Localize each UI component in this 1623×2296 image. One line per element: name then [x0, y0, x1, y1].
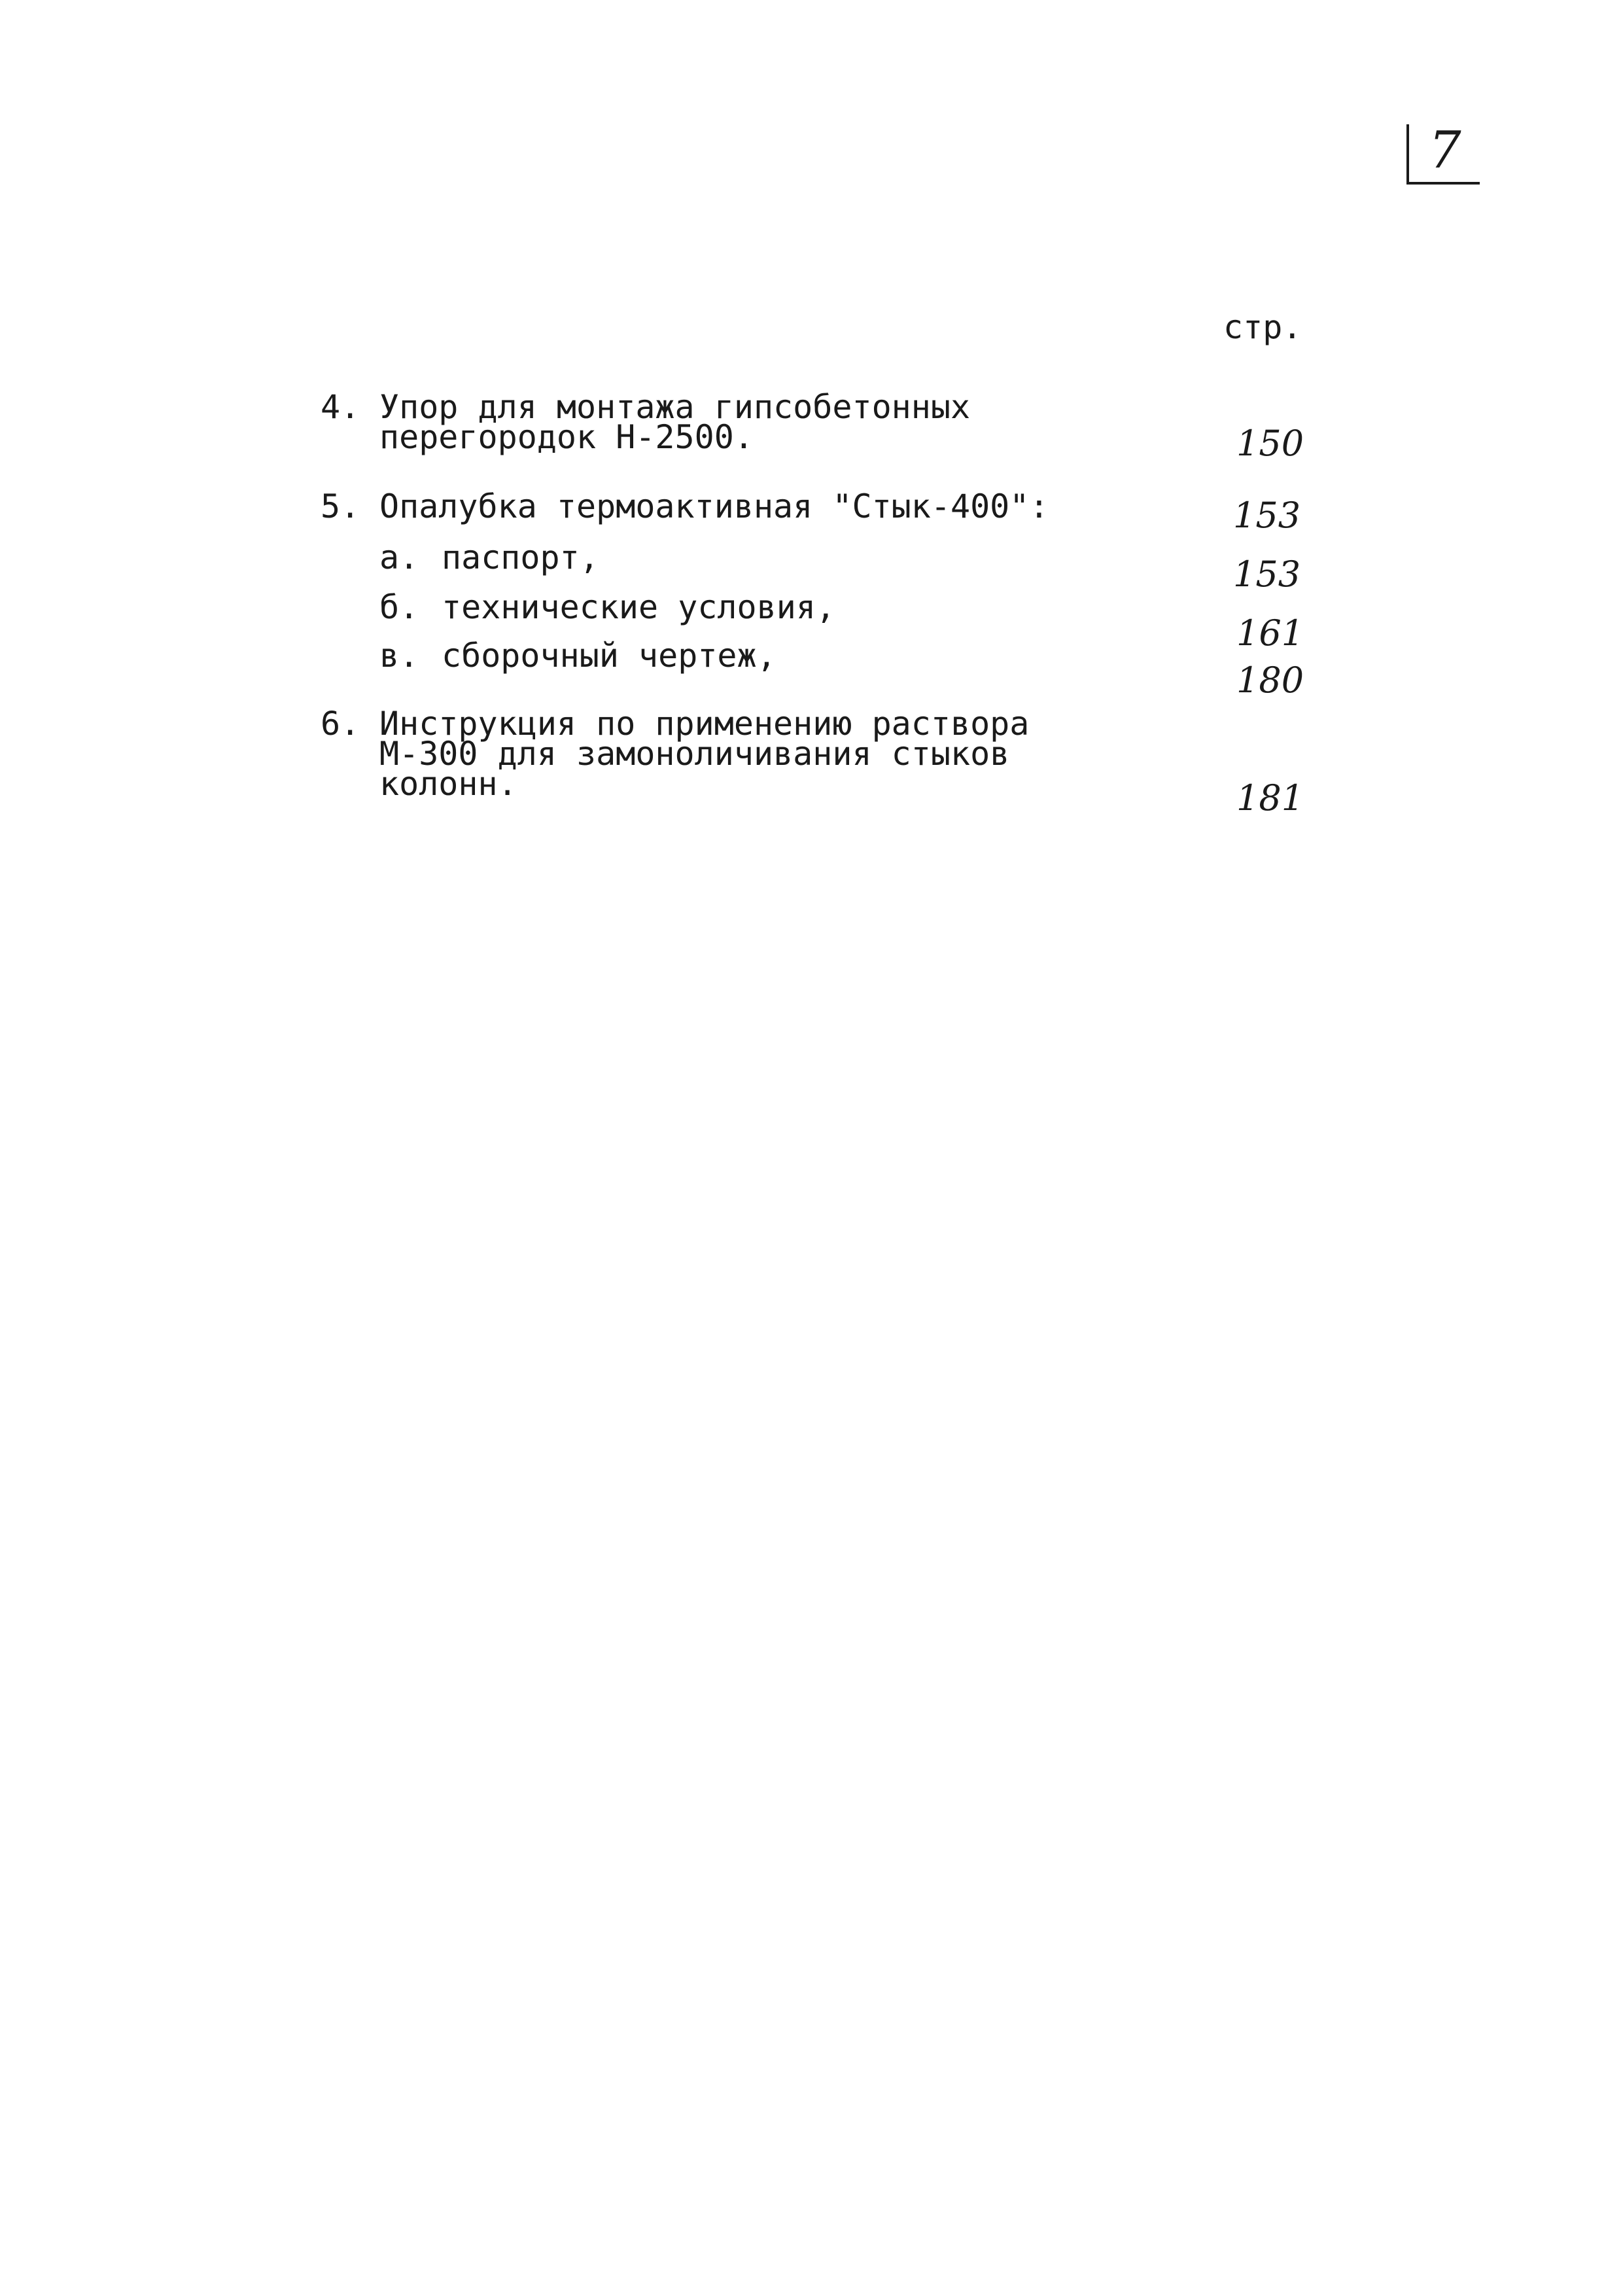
subitem-text: паспорт,	[442, 539, 599, 576]
toc-subitem-a	[379, 540, 1164, 580]
entry-page-number: 181	[1236, 777, 1304, 819]
subitem-text: технические условия,	[442, 588, 836, 626]
entry-page-number: 150	[1236, 423, 1304, 464]
entry-text-line: перегородок Н-2500.	[379, 418, 754, 456]
entry-number: 4.	[321, 388, 360, 426]
toc-subitem-b	[379, 590, 1164, 629]
entry-text-line: Опалубка термоактивная "Стык-400":	[379, 487, 1049, 525]
toc-subitem-c	[379, 639, 1164, 678]
entry-number: 5.	[321, 487, 360, 525]
entry-text-line: Упор для монтажа гипсобетонных	[379, 388, 971, 426]
page-number-box	[1406, 121, 1480, 185]
entry-page-number: 153	[1233, 495, 1301, 536]
entry-text-line: Инструкция по применению раствора	[379, 705, 1030, 743]
page-number: 7	[1429, 121, 1461, 180]
page-column-header: стр.	[1223, 308, 1302, 346]
subitem-letter: а.	[379, 539, 419, 576]
subitem-letter: б.	[379, 588, 419, 626]
subitem-text: сборочный чертеж,	[442, 637, 777, 675]
entry-text-line: М-300 для замоноличивания стыков	[379, 735, 1010, 773]
subitem-page-number: 180	[1236, 660, 1304, 701]
toc-entry-6	[321, 707, 1236, 818]
subitem-page-number: 161	[1236, 612, 1304, 654]
subitem-page-number: 153	[1233, 554, 1301, 595]
entry-number: 6.	[321, 705, 360, 743]
toc-entry-5	[321, 489, 1236, 529]
toc-entry-4	[321, 390, 1236, 462]
entry-text-line: колонн.	[379, 765, 517, 803]
subitem-letter: в.	[379, 637, 419, 675]
